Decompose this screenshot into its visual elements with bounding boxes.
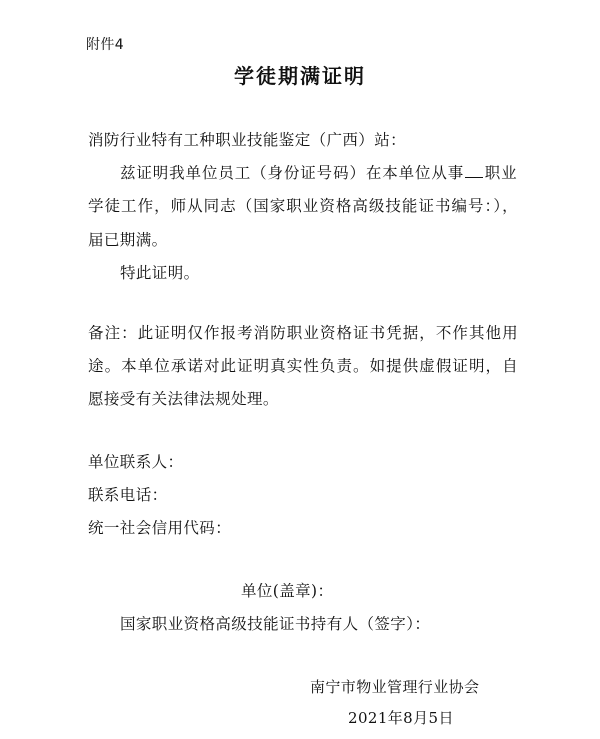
credit-code-label: 统一社会信用代码： [88,519,232,537]
document-title: 学徒期满证明 [234,64,366,88]
note-line1: 备注：此证明仅作报考消防职业资格证书凭据，不作其他用 [88,324,518,342]
issuing-organization: 南宁市物业管理行业协会 [310,678,480,696]
phone-label: 联系电话： [88,486,168,504]
para1-line3: 届已期满。 [88,231,168,249]
holder-signature-label: 国家职业资格高级技能证书持有人（签字）： [120,615,431,633]
issue-date: 2021年8月5日 [348,709,454,727]
para1-line1-text: 兹证明我单位员工（身份证号码）在本单位从事 [120,164,465,182]
para1-line1 [120,163,517,183]
addressee: 消防行业特有工种职业技能鉴定（广西）站： [88,131,407,149]
para1-line1-tail: 职业 [484,164,517,182]
para1-line2: 学徒工作，师从同志（国家职业资格高级技能证书编号：）， [88,197,518,215]
note-line2: 途。本单位承诺对此证明真实性负责。如提供虚假证明，自 [88,357,518,375]
closing-statement: 特此证明。 [120,264,200,282]
unit-seal-label: 单位(盖章)： [241,582,334,600]
attachment-label: 附件4 [86,37,125,53]
note-line3: 愿接受有关法律法规处理。 [88,390,279,408]
occupation-blank [465,163,483,178]
contact-person-label: 单位联系人： [88,453,184,471]
